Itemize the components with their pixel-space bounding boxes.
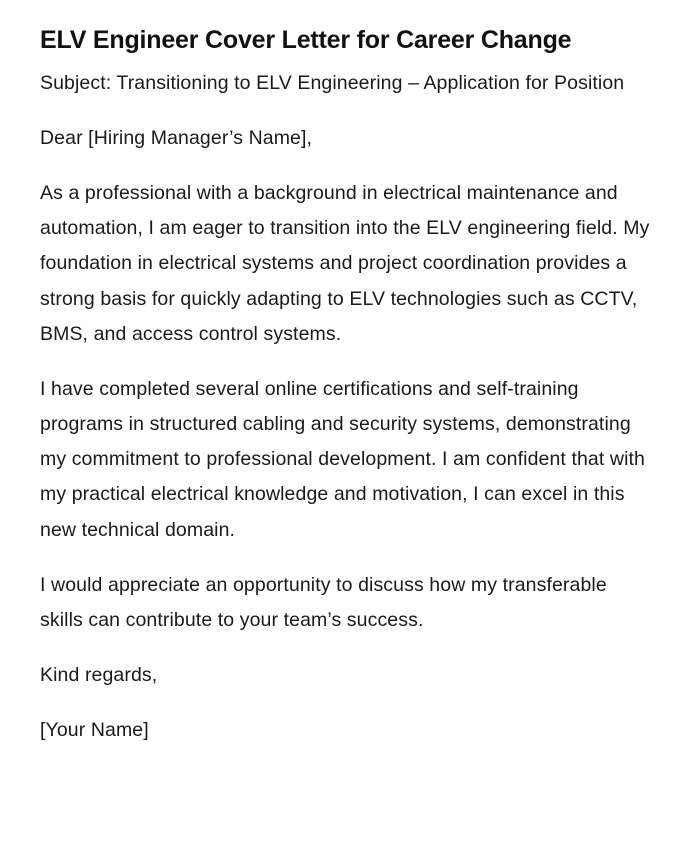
greeting: Dear [Hiring Manager’s Name], [40, 127, 313, 149]
body-paragraph-2: I have completed several online certifications and self-training programs in structured cabling and security systems, demonstrating my commitment to professional development. I am confident that with my practical electrical knowledge and motivation, I can excel in this new technical domain. [40, 377, 645, 541]
document-title: ELV Engineer Cover Letter for Career Change [40, 26, 572, 54]
body-paragraph-3: I would appreciate an opportunity to discuss how my transferable skills can contribute to your team’s success. [40, 573, 607, 631]
closing: Kind regards, [40, 663, 158, 686]
cover-letter-document [40, 22, 652, 768]
body-paragraph-1: As a professional with a background in electrical maintenance and automation, I am eager to transition into the ELV engineering field. My foundation in electrical systems and project coordination provides a strong basis for quickly adapting to ELV technologies such as CCTV, BMS, and access control systems. [40, 182, 650, 345]
signature: [Your Name] [40, 718, 149, 741]
subject-line: Subject: Transitioning to ELV Engineering – Application for Position [40, 72, 625, 94]
